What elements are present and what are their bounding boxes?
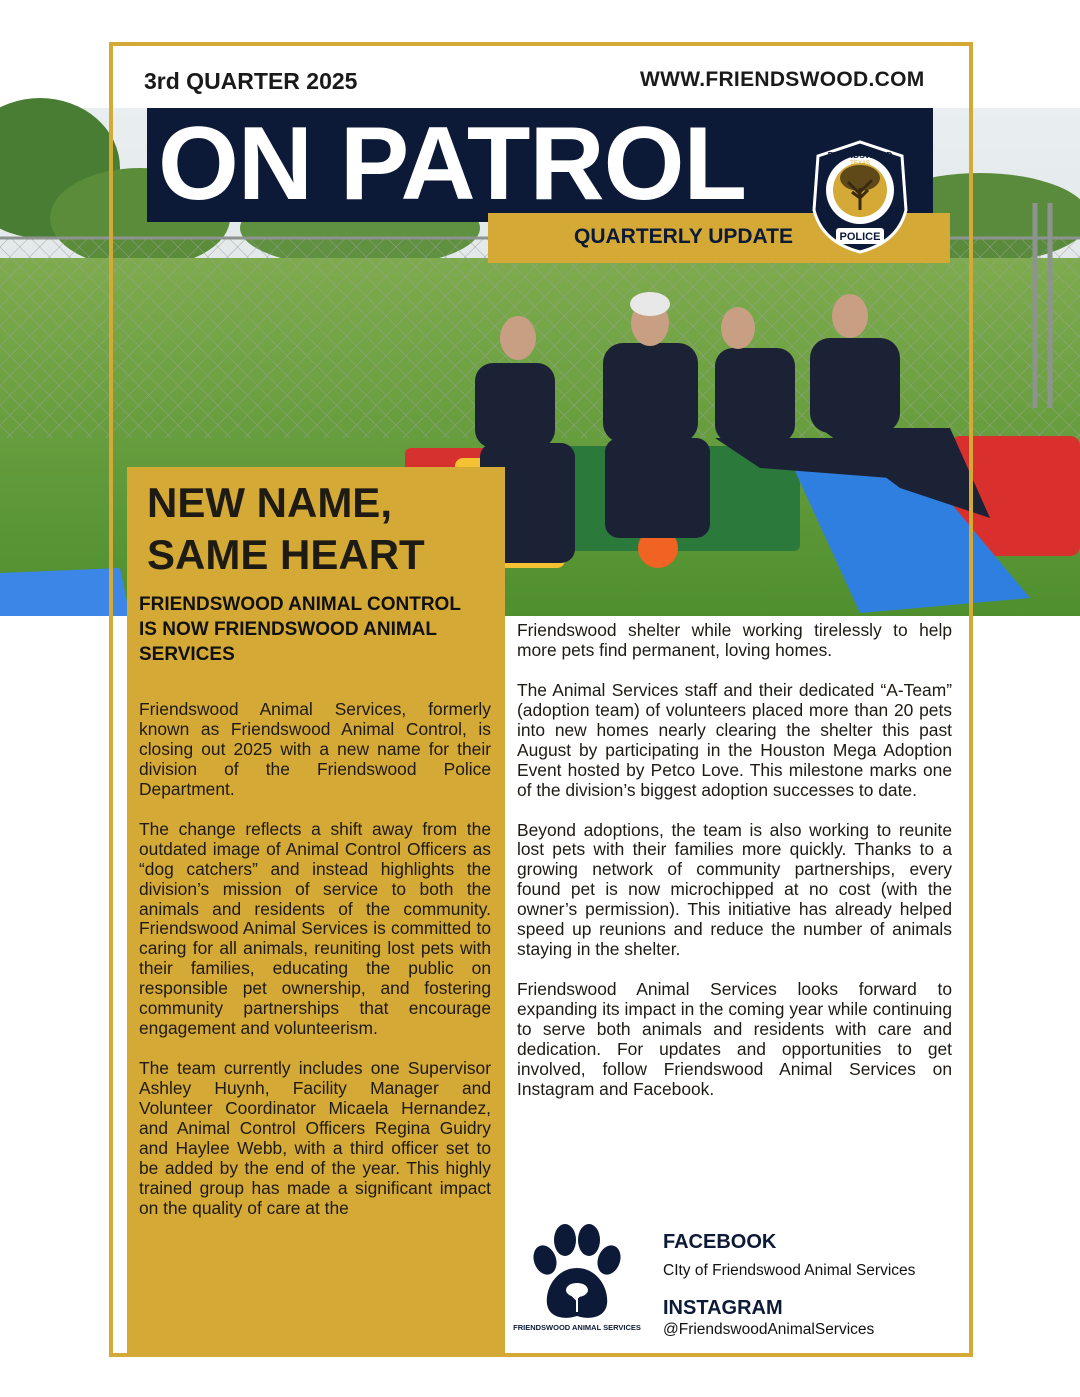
badge-state-text: TEXAS (850, 161, 870, 167)
facebook-label: FACEBOOK (663, 1231, 777, 1253)
police-badge-logo (808, 138, 912, 254)
paragraph: The Animal Services staff and their dedicated “A-Team” (adoption team) of volunteers placed more than 20 pets into new homes nearly clearing the shelter this past August by participating in the Houston Mega Adoption Event hosted by Petco Love. This milestone marks one of the division’s biggest adoption successes to date. (517, 679, 952, 800)
animal-services-paw-logo (513, 1222, 641, 1340)
paw-logo-text: FRIENDSWOOD ANIMAL SERVICES (513, 1323, 641, 1332)
website-link[interactable]: WWW.FRIENDSWOOD.COM (640, 68, 925, 91)
paragraph: The team currently includes one Supervisor Ashley Huynh, Facility Manager and Volunteer Coordinator Micaela Hernandez, and Animal Control Officers Regina Guidry and Haylee Webb, with a third officer set to be added by the end of the year. This highly trained group has made a significant impact on the quality of care at the (139, 1058, 491, 1218)
right-column-text (517, 621, 952, 1100)
paragraph: The change reflects a shift away from the outdated image of Animal Control Officers as “dog catchers” and instead highlights the division’s mission of service to both the animals and residents of the community. Friendswood Animal Services is committed to caring for all animals, reuniting lost pets with their families, educating the public on responsible pet ownership, and fostering community partnerships that encourage engagement and volunteerism. (139, 818, 491, 1039)
article-headline (147, 477, 487, 581)
headline-line-1: NEW NAME, (147, 479, 392, 526)
newsletter-subtitle: QUARTERLY UPDATE (574, 225, 793, 248)
paragraph: Beyond adoptions, the team is also working to reunite lost pets with their families more quickly. Thanks to a growing network of community partnerships, every found pet is now microchipped at no cost (with the owner’s permission). This initiative has already helped speed up reunions and reduce the number of animals staying in the shelter. (517, 819, 952, 960)
headline-line-2: SAME HEART (147, 531, 425, 578)
article-subheadline: FRIENDSWOOD ANIMAL CONTROL IS NOW FRIENDSWOOD ANIMAL SERVICES (139, 594, 461, 665)
issue-quarter: 3rd QUARTER 2025 (144, 68, 358, 94)
newsletter-title: ON PATROL (158, 106, 746, 222)
badge-top-text: FRIENDSWOOD (827, 150, 893, 160)
left-column-text (139, 700, 491, 1219)
paragraph: Friendswood Animal Services looks forward to expanding its impact in the coming year while continuing to serve both animals and residents with care and dedication. For updates and opportunities to get involved, follow Friendswood Animal Services on Instagram and Facebook. (517, 979, 952, 1099)
paragraph: Friendswood Animal Services, formerly known as Friendswood Animal Control, is closing out 2025 with a new name for their division of the Friendswood Police Department. (139, 699, 491, 799)
instagram-label: INSTAGRAM (663, 1297, 783, 1319)
paragraph: Friendswood shelter while working tirelessly to help more pets find permanent, loving homes. (517, 620, 952, 660)
facebook-handle[interactable]: CIty of Friendswood Animal Services (663, 1262, 916, 1279)
badge-bottom-text: POLICE (839, 231, 881, 243)
instagram-handle[interactable]: @FriendswoodAnimalServices (663, 1321, 875, 1338)
